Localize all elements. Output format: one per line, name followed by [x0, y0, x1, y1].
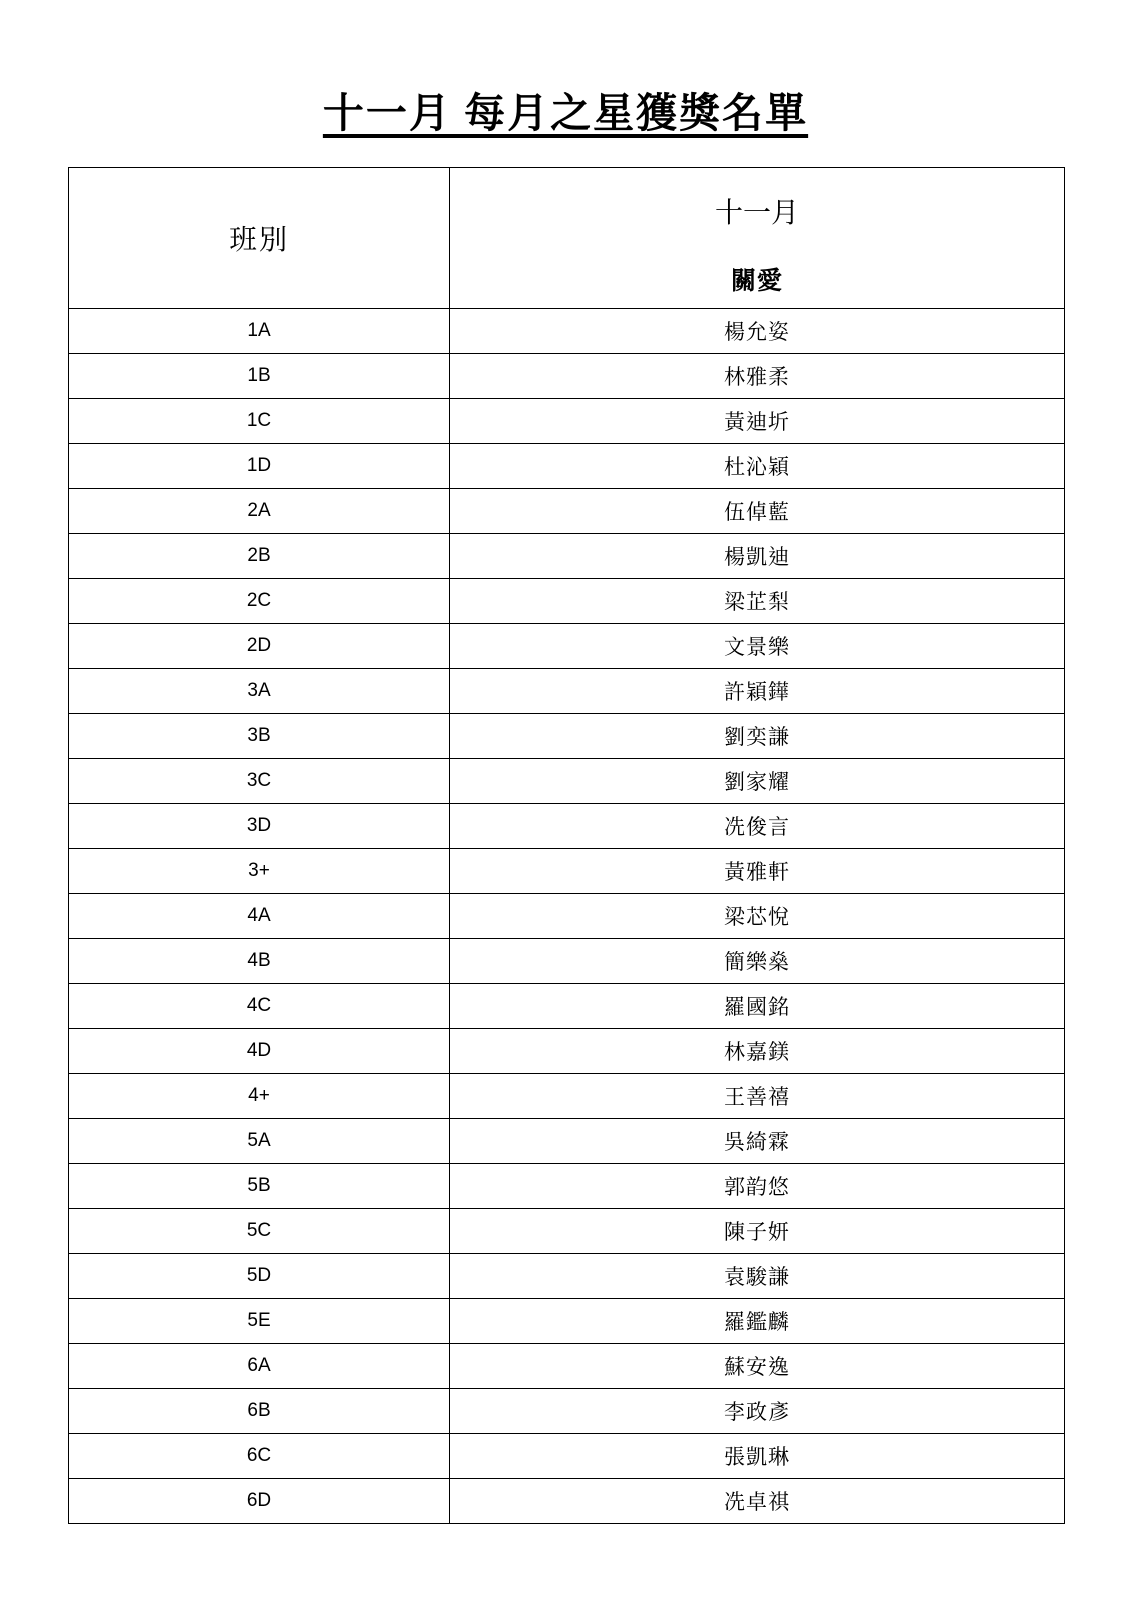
cell-student-name: 羅鑑麟: [450, 1299, 1065, 1344]
cell-class: 6A: [69, 1344, 450, 1389]
cell-student-name: 劉家耀: [450, 759, 1065, 804]
cell-student-name: 林雅柔: [450, 354, 1065, 399]
table-row: [69, 1434, 1065, 1479]
cell-student-name: 袁駿謙: [450, 1254, 1065, 1299]
cell-class: 6D: [69, 1479, 450, 1524]
cell-student-name: 文景樂: [450, 624, 1065, 669]
table-row: [69, 624, 1065, 669]
column-header-category-label: 關愛: [730, 267, 783, 295]
cell-student-name: 郭韵悠: [450, 1164, 1065, 1209]
cell-class: 3C: [69, 759, 450, 804]
cell-student-name: 簡樂燊: [450, 939, 1065, 984]
table-row: [69, 579, 1065, 624]
table-body: [69, 309, 1065, 1524]
table-row: [69, 1209, 1065, 1254]
table-row: [69, 399, 1065, 444]
cell-class: 3+: [69, 849, 450, 894]
column-header-month: [450, 168, 1065, 309]
column-header-month-label: 十一月: [714, 198, 799, 230]
table-row: [69, 984, 1065, 1029]
cell-class: 2A: [69, 489, 450, 534]
cell-class: 1D: [69, 444, 450, 489]
award-list-table: [68, 167, 1065, 1524]
table-row: [69, 1164, 1065, 1209]
cell-class: 1C: [69, 399, 450, 444]
column-header-class-label: 班別: [228, 225, 289, 256]
table-row: [69, 894, 1065, 939]
cell-class: 4D: [69, 1029, 450, 1074]
table-row: [69, 534, 1065, 579]
cell-class: 1B: [69, 354, 450, 399]
cell-student-name: 冼俊言: [450, 804, 1065, 849]
table-row: [69, 444, 1065, 489]
cell-student-name: 林嘉鎂: [450, 1029, 1065, 1074]
cell-student-name: 羅國銘: [450, 984, 1065, 1029]
table-row: [69, 759, 1065, 804]
cell-class: 2D: [69, 624, 450, 669]
cell-student-name: 伍倬藍: [450, 489, 1065, 534]
cell-class: 2B: [69, 534, 450, 579]
cell-student-name: 黃迪圻: [450, 399, 1065, 444]
cell-class: 5C: [69, 1209, 450, 1254]
cell-student-name: 黃雅軒: [450, 849, 1065, 894]
cell-class: 6C: [69, 1434, 450, 1479]
cell-class: 4A: [69, 894, 450, 939]
table-header-row: [69, 168, 1065, 309]
table-row: [69, 1074, 1065, 1119]
cell-class: 3B: [69, 714, 450, 759]
table-row: [69, 1254, 1065, 1299]
cell-student-name: 許穎鏵: [450, 669, 1065, 714]
column-header-class: [69, 168, 450, 309]
table-row: [69, 489, 1065, 534]
cell-class: 4B: [69, 939, 450, 984]
cell-student-name: 梁芷梨: [450, 579, 1065, 624]
table-row: [69, 354, 1065, 399]
table-row: [69, 1344, 1065, 1389]
table-row: [69, 309, 1065, 354]
table-row: [69, 939, 1065, 984]
cell-student-name: 楊允姿: [450, 309, 1065, 354]
cell-class: 5E: [69, 1299, 450, 1344]
cell-student-name: 梁芯悅: [450, 894, 1065, 939]
table-row: [69, 714, 1065, 759]
table-row: [69, 1479, 1065, 1524]
cell-student-name: 陳子妍: [450, 1209, 1065, 1254]
cell-class: 5A: [69, 1119, 450, 1164]
table-row: [69, 804, 1065, 849]
cell-student-name: 張凱琳: [450, 1434, 1065, 1479]
cell-student-name: 冼卓祺: [450, 1479, 1065, 1524]
cell-class: 1A: [69, 309, 450, 354]
cell-class: 4+: [69, 1074, 450, 1119]
cell-student-name: 王善禧: [450, 1074, 1065, 1119]
cell-student-name: 吳綺霖: [450, 1119, 1065, 1164]
cell-class: 3D: [69, 804, 450, 849]
table-row: [69, 1389, 1065, 1434]
table-row: [69, 1029, 1065, 1074]
cell-student-name: 蘇安逸: [450, 1344, 1065, 1389]
table-row: [69, 1119, 1065, 1164]
table-row: [69, 669, 1065, 714]
cell-student-name: 李政彥: [450, 1389, 1065, 1434]
cell-class: 3A: [69, 669, 450, 714]
cell-class: 4C: [69, 984, 450, 1029]
cell-class: 2C: [69, 579, 450, 624]
cell-student-name: 楊凱迪: [450, 534, 1065, 579]
table-row: [69, 849, 1065, 894]
cell-student-name: 劉奕謙: [450, 714, 1065, 759]
cell-student-name: 杜沁穎: [450, 444, 1065, 489]
cell-class: 6B: [69, 1389, 450, 1434]
cell-class: 5D: [69, 1254, 450, 1299]
table-row: [69, 1299, 1065, 1344]
page-title: 十一月 每月之星獲獎名單: [322, 90, 809, 136]
cell-class: 5B: [69, 1164, 450, 1209]
